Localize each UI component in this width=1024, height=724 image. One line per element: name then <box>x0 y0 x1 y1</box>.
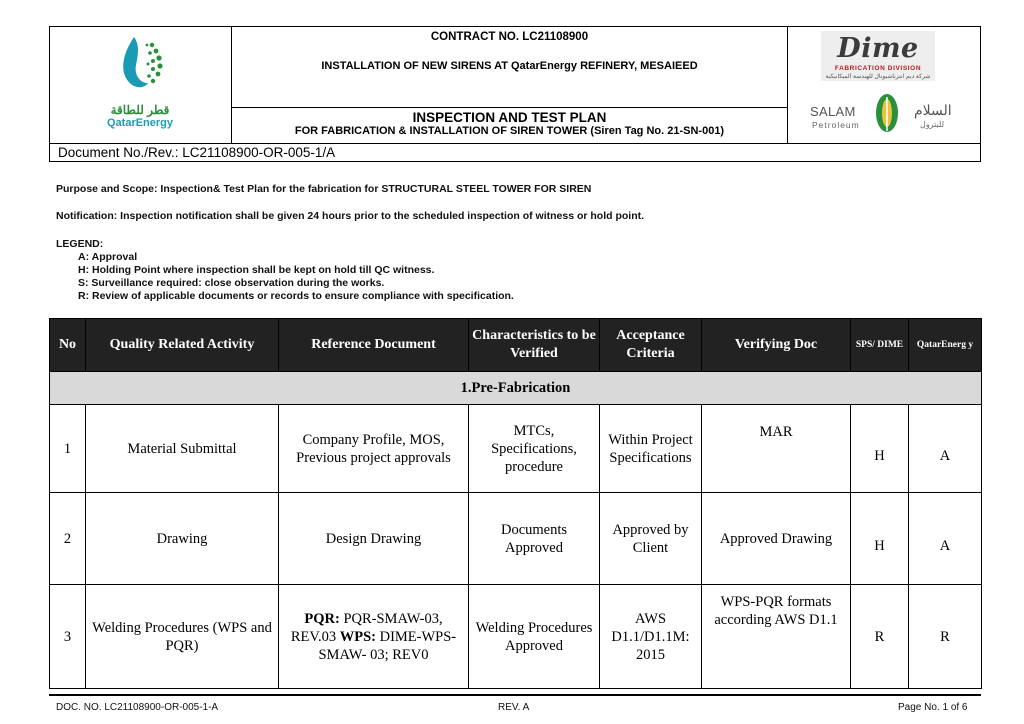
header-sps-dime: SPS/ DIME <box>851 319 909 372</box>
wps-value: DIME-WPS-SMAW- 03; REV0 <box>318 628 457 663</box>
cell-qe: A <box>909 493 982 585</box>
dime-logo <box>821 31 935 81</box>
cell-verifying: WPS-PQR formats according AWS D1.1 <box>702 585 851 689</box>
cell-reference: Design Drawing <box>279 493 469 585</box>
header-no: No <box>50 319 86 372</box>
wps-label: WPS: <box>339 628 376 645</box>
header-criteria: Acceptance Criteria <box>600 319 702 372</box>
cell-no: 3 <box>50 585 86 689</box>
header-qatarenergy: QatarEnerg y <box>909 319 982 372</box>
qatarenergy-english-name: QatarEnergy <box>106 117 174 129</box>
cell-criteria: Within Project Specifications <box>600 405 702 493</box>
qatarenergy-droplet-icon <box>114 31 174 101</box>
cell-criteria: AWS D1.1/D1.1M: 2015 <box>600 585 702 689</box>
qatarenergy-arabic-name: قطر للطاقة <box>110 103 170 117</box>
footer-doc-no: DOC. NO. LC21108900-OR-005-1-A <box>56 702 219 713</box>
section-row <box>50 372 982 405</box>
document-number: Document No./Rev.: LC21108900-OR-005-1/A <box>50 143 980 162</box>
header-title-cell <box>232 27 788 143</box>
cell-verifying: MAR <box>702 405 851 493</box>
dime-wordmark: Dime <box>837 33 919 64</box>
project-title: INSTALLATION OF NEW SIRENS AT QatarEnergy REFINERY, MESAIEED <box>321 60 698 72</box>
itp-subtitle: FOR FABRICATION & INSTALLATION OF SIREN TOWER (Siren Tag No. 21-SN-001) <box>294 125 725 137</box>
cell-qe: A <box>909 405 982 493</box>
cell-characteristics: Welding Procedures Approved <box>469 585 600 689</box>
document-header <box>49 26 981 162</box>
contractor-logos-cell <box>788 27 980 143</box>
table-row <box>50 405 982 493</box>
section-title: 1.Pre-Fabrication <box>50 372 982 405</box>
itp-title-box <box>232 107 787 143</box>
cell-sps: R <box>851 585 909 689</box>
table-header-row <box>50 319 982 372</box>
header-reference: Reference Document <box>279 319 469 372</box>
notification: Notification: Inspection notification shall be given 24 hours prior to the scheduled inspection of witness or hold point. <box>56 210 645 222</box>
dime-division-label: FABRICATION DIVISION <box>834 65 922 72</box>
qatarenergy-logo-cell <box>50 27 232 143</box>
pqr-value: PQR-SMAW-03, REV.03 <box>290 610 443 645</box>
cell-qe: R <box>909 585 982 689</box>
cell-sps: H <box>851 405 909 493</box>
cell-no: 1 <box>50 405 86 493</box>
contract-number: CONTRACT NO. LC21108900 <box>430 31 589 43</box>
cell-verifying: Approved Drawing <box>702 493 851 585</box>
salam-leaf-icon <box>872 91 902 135</box>
cell-reference <box>279 585 469 689</box>
footer-divider <box>49 694 981 696</box>
pqr-label: PQR: <box>304 610 340 627</box>
header-characteristics: Characteristics to be Verified <box>469 319 600 372</box>
legend-surveillance: S: Surveillance required: close observation during the works. <box>78 277 385 289</box>
footer-revision: REV. A <box>498 702 530 713</box>
legend-approval: A: Approval <box>78 251 138 263</box>
legend-title: LEGEND: <box>56 238 104 250</box>
header-verifying: Verifying Doc <box>702 319 851 372</box>
purpose-scope: Purpose and Scope: Inspection& Test Plan for the fabrication for STRUCTURAL STEEL TOWER FOR SIREN <box>56 183 592 195</box>
footer-page-number: Page No. 1 of 6 <box>898 702 968 713</box>
cell-characteristics: MTCs, Specifications, procedure <box>469 405 600 493</box>
salam-arabic-name: السلام <box>914 102 952 118</box>
legend-holding-point: H: Holding Point where inspection shall be kept on hold till QC witness. <box>78 264 435 276</box>
cell-criteria: Approved by Client <box>600 493 702 585</box>
salam-petroleum-arabic: للبترول <box>920 120 945 129</box>
cell-characteristics: Documents Approved <box>469 493 600 585</box>
cell-no: 2 <box>50 493 86 585</box>
cell-sps: H <box>851 493 909 585</box>
itp-title: INSPECTION AND TEST PLAN <box>412 110 607 125</box>
cell-reference: Company Profile, MOS, Previous project approvals <box>279 405 469 493</box>
table-row <box>50 493 982 585</box>
salam-wordmark: SALAM <box>810 104 856 119</box>
legend-review: R: Review of applicable documents or records to ensure compliance with specification. <box>78 290 514 302</box>
cell-activity: Welding Procedures (WPS and PQR) <box>86 585 279 689</box>
header-activity: Quality Related Activity <box>86 319 279 372</box>
salam-petroleum-label: Petroleum <box>812 120 860 130</box>
dime-arabic-name: شركة ديم انترناشيونال للهندسة الميكانيكية <box>825 74 931 80</box>
cell-activity: Drawing <box>86 493 279 585</box>
cell-activity: Material Submittal <box>86 405 279 493</box>
table-row <box>50 585 982 689</box>
itp-table <box>49 318 982 689</box>
